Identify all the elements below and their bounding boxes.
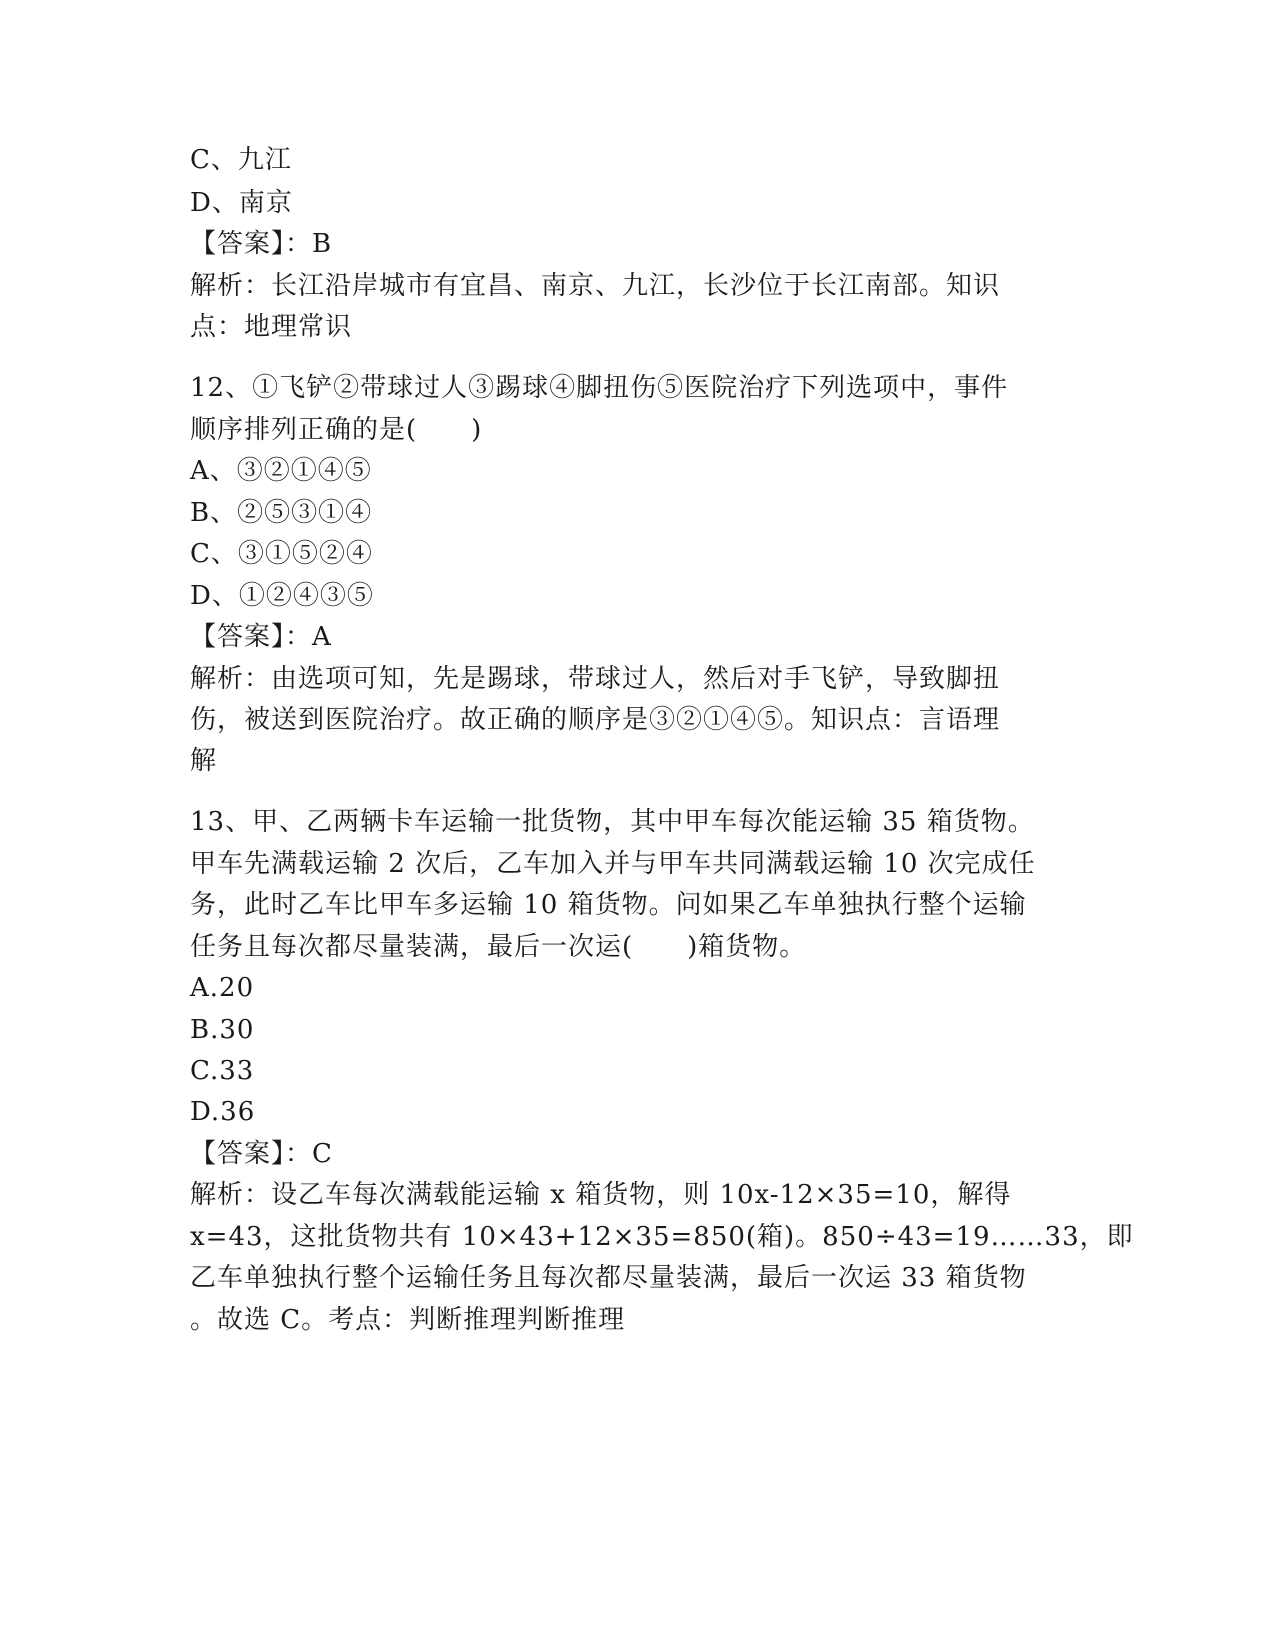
q13-answer: 【答案】：C xyxy=(190,1139,333,1169)
q13-explanation-line1: 解析：设乙车每次满载能运输 x 箱货物，则 10x-12×35=10，解得 xyxy=(190,1180,1012,1210)
q13-stem-line2: 甲车先满载运输 2 次后，乙车加入并与甲车共同满载运输 10 次完成任 xyxy=(190,849,1036,879)
q13-stem-line1: 13、甲、乙两辆卡车运输一批货物，其中甲车每次能运输 35 箱货物。 xyxy=(190,807,1035,837)
q13-option-c: C.33 xyxy=(190,1056,255,1086)
q13-explanation-line2: x=43，这批货物共有 10×43+12×35=850(箱)。850÷43=19……33，即 xyxy=(190,1222,1134,1252)
q13-explanation-line3: 乙车单独执行整个运输任务且每次都尽量装满，最后一次运 33 箱货物 xyxy=(190,1263,1027,1293)
q13-option-a: A.20 xyxy=(190,973,255,1003)
q12-option-b: B、②⑤③①④ xyxy=(190,498,373,528)
q12-answer: 【答案】：A xyxy=(190,622,332,652)
q12-stem-line2: 顺序排列正确的是( ) xyxy=(190,415,483,445)
q12-option-d: D、①②④③⑤ xyxy=(190,581,374,611)
q13-stem-line4: 任务且每次都尽量装满，最后一次运( )箱货物。 xyxy=(190,932,807,962)
q12-explanation-line2: 伤，被送到医院治疗。故正确的顺序是③②①④⑤。知识点：言语理 xyxy=(190,705,1001,735)
q12-option-c: C、③①⑤②④ xyxy=(190,539,373,569)
q11-option-c: C、九江 xyxy=(190,145,292,175)
q11-answer: 【答案】：B xyxy=(190,229,333,259)
q12-explanation-line3: 解 xyxy=(190,746,218,776)
q11-explanation-line2: 点：地理常识 xyxy=(190,312,353,342)
q13-option-b: B.30 xyxy=(190,1015,255,1045)
q11-explanation-line1: 解析：长江沿岸城市有宜昌、南京、九江，长沙位于长江南部。知识 xyxy=(190,271,1001,301)
q12-explanation-line1: 解析：由选项可知，先是踢球，带球过人，然后对手飞铲，导致脚扭 xyxy=(190,664,1001,694)
q11-option-d: D、南京 xyxy=(190,188,293,218)
q13-explanation-line4: 。故选 C。考点：判断推理判断推理 xyxy=(190,1305,626,1335)
q13-stem-line3: 务，此时乙车比甲车多运输 10 箱货物。问如果乙车单独执行整个运输 xyxy=(190,890,1027,920)
q12-option-a: A、③②①④⑤ xyxy=(190,456,372,486)
q13-option-d: D.36 xyxy=(190,1097,256,1127)
q12-stem-line1: 12、①飞铲②带球过人③踢球④脚扭伤⑤医院治疗下列选项中，事件 xyxy=(190,373,1009,403)
